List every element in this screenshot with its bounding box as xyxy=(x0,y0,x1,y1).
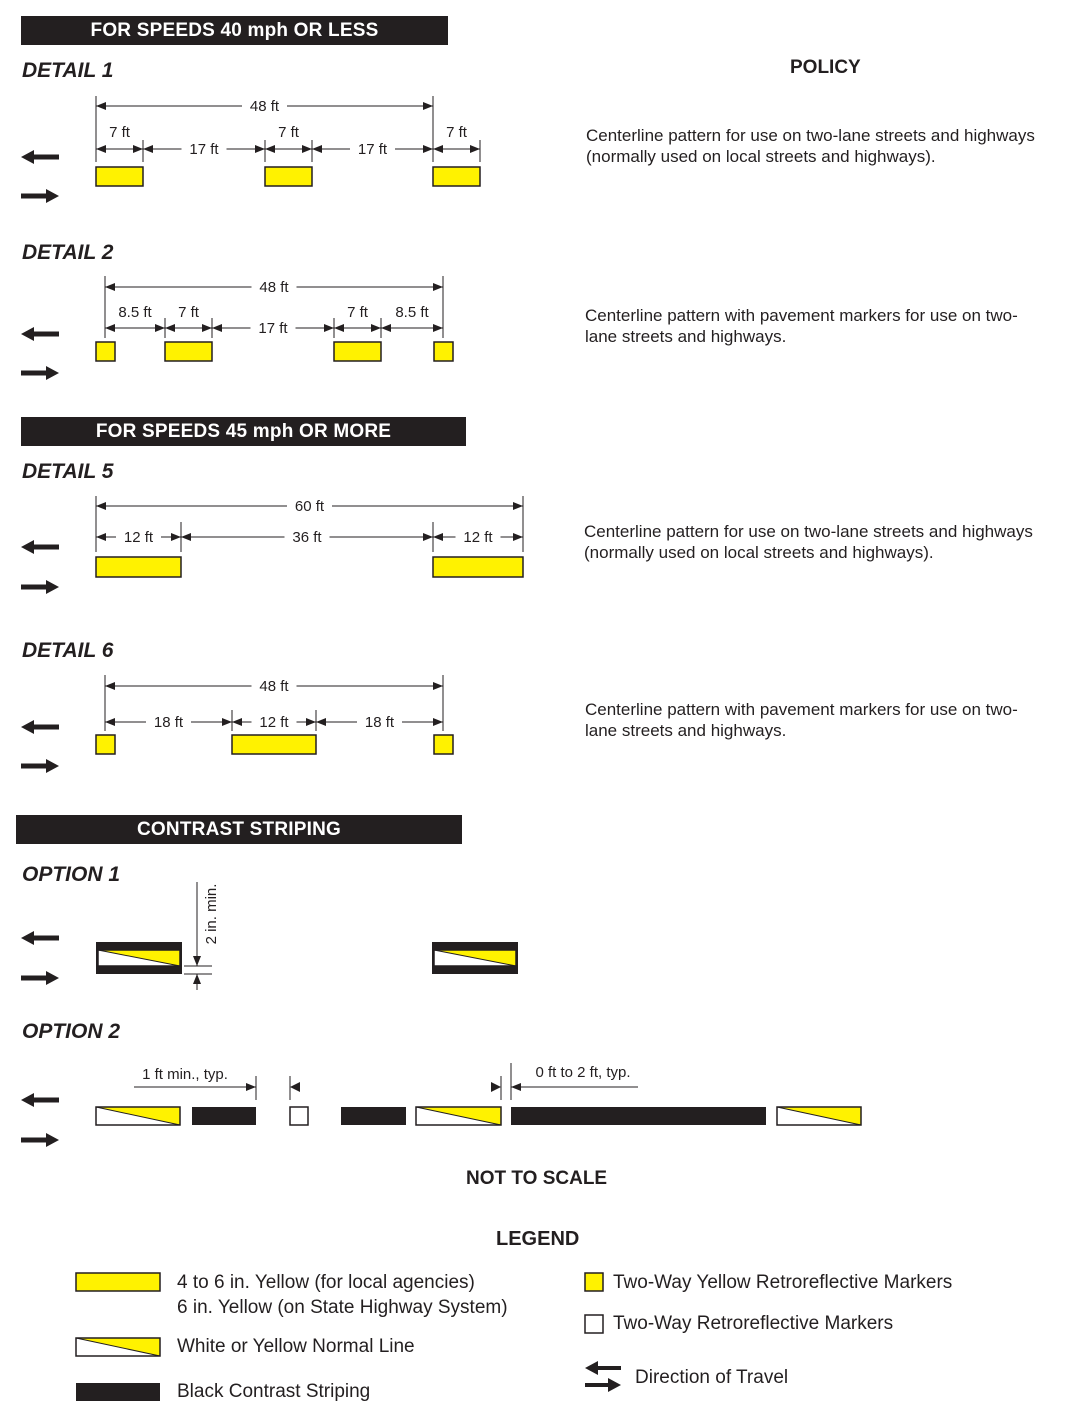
dim-detail2-d: 7 ft xyxy=(347,304,368,321)
legend-white-marker-symbol xyxy=(585,1315,603,1333)
detail-5-title: DETAIL 5 xyxy=(22,460,114,483)
black-contrast-stripe xyxy=(76,1383,160,1401)
dim-detail5-c: 12 ft xyxy=(463,529,493,546)
dim-detail5-total: 60 ft xyxy=(294,498,325,515)
legend-title: LEGEND xyxy=(496,1228,580,1250)
yellow-stripe xyxy=(334,342,381,361)
black-contrast-stripe xyxy=(192,1107,256,1125)
option-2-title: OPTION 2 xyxy=(22,1020,121,1043)
arrow-left-icon xyxy=(21,931,59,945)
dim-detail6-c: 18 ft xyxy=(364,714,395,731)
arrow-right-icon xyxy=(21,1133,59,1147)
yellow-stripe xyxy=(96,557,181,577)
dimension-arrowhead xyxy=(290,1082,300,1092)
low-speed-header: FOR SPEEDS 40 mph OR LESS xyxy=(21,16,448,45)
black-contrast-stripe xyxy=(511,1107,766,1125)
yellow-marker xyxy=(96,342,115,361)
dim-detail1-total: 48 ft xyxy=(249,98,280,115)
policy-title: POLICY xyxy=(790,57,861,78)
arrow-left-icon xyxy=(21,540,59,554)
detail-6-title: DETAIL 6 xyxy=(22,639,114,662)
arrow-left-icon xyxy=(21,150,59,164)
direction-of-travel-icon xyxy=(585,1378,621,1392)
dim-detail2-c: 17 ft xyxy=(258,320,288,337)
legend-yellow-line-symbol xyxy=(76,1273,160,1291)
dim-detail5-b: 36 ft xyxy=(292,529,322,546)
dim-detail1-a: 7 ft xyxy=(109,124,130,141)
legend-yellow-markers-text: Two-Way Yellow Retroreflective Markers xyxy=(613,1272,953,1293)
yellow-marker xyxy=(434,342,453,361)
not-to-scale-label: NOT TO SCALE xyxy=(466,1168,608,1189)
yellow-stripe xyxy=(433,557,523,577)
option2-dim-right-label: 0 ft to 2 ft, typ. xyxy=(535,1064,631,1081)
dim-detail6-b: 12 ft xyxy=(259,714,289,731)
yellow-marker xyxy=(96,735,115,754)
detail-2-title: DETAIL 2 xyxy=(22,241,114,264)
detail-5-policy: Centerline pattern for use on two-lane streets and highways (normally used on local streets and highways). xyxy=(584,522,1033,562)
option-1-title: OPTION 1 xyxy=(22,863,121,886)
dim-detail1-c: 7 ft xyxy=(278,124,299,141)
yellow-stripe xyxy=(96,167,143,186)
legend-white-markers-text: Two-Way Retroreflective Markers xyxy=(613,1313,894,1334)
legend-black-striping-text: Black Contrast Striping xyxy=(177,1381,371,1402)
dim-detail6-a: 18 ft xyxy=(153,714,184,731)
yellow-stripe xyxy=(433,167,480,186)
detail-2-policy: Centerline pattern with pavement markers for use on two-lane streets and highways. xyxy=(585,306,1018,346)
white-marker xyxy=(290,1107,308,1125)
yellow-stripe xyxy=(165,342,212,361)
option1-dim-label: 2 in. min. xyxy=(203,883,220,945)
contrast-striping-header: CONTRAST STRIPING xyxy=(16,815,462,844)
legend-normal-line-text: White or Yellow Normal Line xyxy=(177,1336,415,1357)
yellow-stripe xyxy=(265,167,312,186)
dim-detail2-b: 7 ft xyxy=(178,304,199,321)
detail-1-policy: Centerline pattern for use on two-lane streets and highways (normally used on local streets and highways). xyxy=(586,126,1035,166)
arrow-right-icon xyxy=(21,366,59,380)
detail-6-policy: Centerline pattern with pavement markers for use on two-lane streets and highways. xyxy=(585,700,1018,740)
arrow-right-icon xyxy=(21,971,59,985)
direction-of-travel-icon xyxy=(585,1361,621,1375)
dim-detail6-total: 48 ft xyxy=(259,678,289,695)
dim-detail2-total: 48 ft xyxy=(259,279,289,296)
dim-detail5-a: 12 ft xyxy=(123,529,154,546)
dim-detail1-d: 17 ft xyxy=(357,141,388,158)
legend-yellow-line-text-1: 4 to 6 in. Yellow (for local agencies) xyxy=(177,1272,475,1293)
yellow-marker xyxy=(434,735,453,754)
arrow-right-icon xyxy=(21,759,59,773)
arrow-left-icon xyxy=(21,720,59,734)
dim-detail1-b: 17 ft xyxy=(189,141,219,158)
dim-detail1-e: 7 ft xyxy=(446,124,467,141)
option2-dim-left-label: 1 ft min., typ. xyxy=(142,1066,228,1083)
dim-detail2-e: 8.5 ft xyxy=(395,304,429,321)
black-contrast-stripe xyxy=(341,1107,406,1125)
arrow-left-icon xyxy=(21,327,59,341)
dim-detail2-a: 8.5 ft xyxy=(118,304,152,321)
arrow-right-icon xyxy=(21,189,59,203)
yellow-stripe xyxy=(232,735,316,754)
legend-yellow-line-text-2: 6 in. Yellow (on State Highway System) xyxy=(177,1297,508,1318)
dimension-arrowhead xyxy=(491,1082,501,1092)
arrow-right-icon xyxy=(21,580,59,594)
legend-yellow-marker-symbol xyxy=(585,1273,603,1291)
legend-direction-text: Direction of Travel xyxy=(635,1367,789,1388)
arrow-left-icon xyxy=(21,1093,59,1107)
high-speed-header: FOR SPEEDS 45 mph OR MORE xyxy=(21,417,466,446)
detail-1-title: DETAIL 1 xyxy=(22,59,114,82)
